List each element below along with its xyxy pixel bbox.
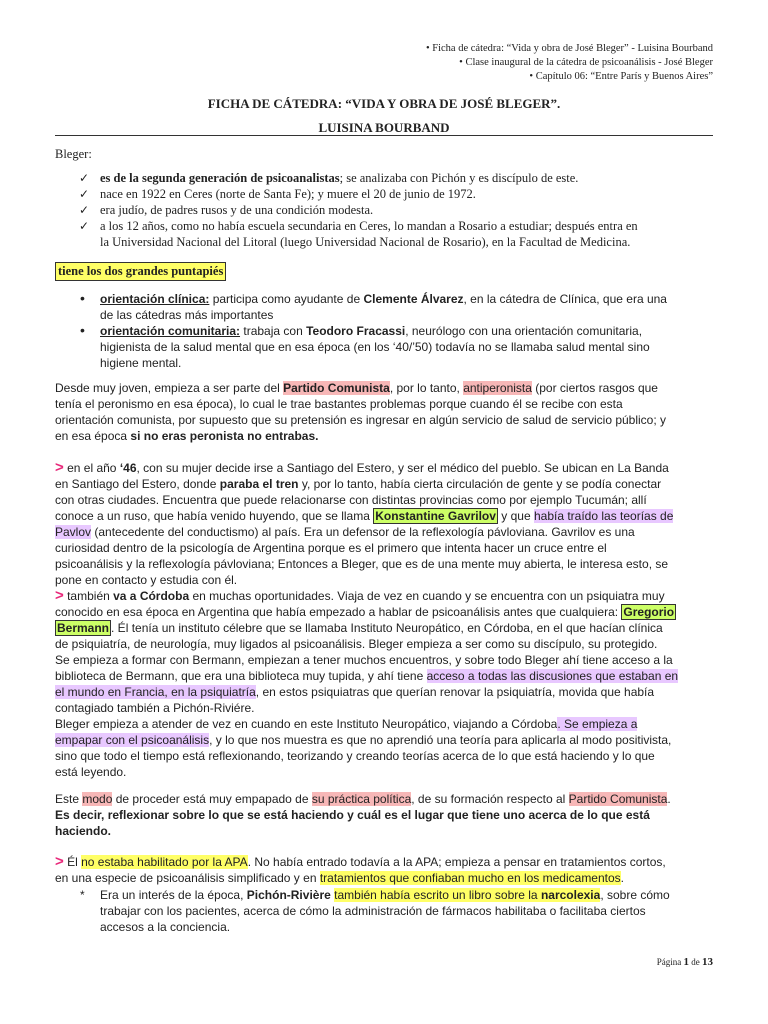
paragraph-praxis: Este modo de proceder está muy empapado de su práctica política, de su formación respecto al Partido Comunista. Es decir, reflexionar sobre lo que se está haciendo y cuál es el lugar que tiene uno acerca de lo que está haciendo. [55, 792, 671, 838]
highlighted-subheading: tiene los dos grandes puntapiés [55, 262, 226, 281]
paragraph-santiago: > en el año ‘46, con su mujer decide irse a Santiago del Estero, y ser el médico del pueblo. Se ubican en La Banda en Santiago del Estero, donde paraba el tren y, por lo tanto, había cierta circulación de gente y se podía conectar con otras ciudades. Encuentra que puede relacionarse con distintas provincias como por ejemplo Tucumán; allí conoce a un ruso, que había venido huyendo, que se llama Konstantine Gavrilov y que había traído las teorías de Pavlov (antecedente del conductismo) al país. Era un defensor de la reflexología pávloviana. Gavrilov es una curiosidad dentro de la psicología de Argentina porque es el primero que intenta hacer un cruce entre el psicoanálisis y la reflexología pávloviana; Entonces a Bleger, que es de una mente muy abierta, le interesa esto, se pone en contacto y estudia con él. [55, 459, 674, 587]
bullet-community: orientación comunitaria: trabaja con Teodoro Fracassi, neurólogo con una orientación comunitaria, higienista de la salud mental que en esa época (en los ‘40/’50) todavía no se llamaba salud mental sino higiene mental. [100, 324, 650, 370]
paragraph-cordoba: > también va a Córdoba en muchas oportunidades. Viaja de vez en cuando y se encuentra con un psiquiatra muy conocido en esa época en Argentina que había empezado a hablar de psicoanálisis antes que cualquiera: Gregorio Bermann . Él tenía un instituto célebre que se llamaba Instituto Neuropático, en Córdoba, en el que hacían clínica de psiquiatría, de neurología, muy ligados al psicoanálisis. Bleger empieza a ser como su discípulo, su protegido. Se empieza a formar con Bermann, empiezan a tener muchos encuentros, y sobre todo Bleger ahí tiene acceso a la biblioteca de Bermann, que era una biblioteca muy tupida, y ahí tiene acceso a todas las discusiones que estaban en el mundo en Francia, en la psiquiatría, en estos psiquiatras que querían renovar la psiquiatría, movida que había contagiado también a Pichón-Riviére. Bleger empieza a atender de vez en cuando en este Instituto Neuropático, viajando a Córdoba. Se empieza a empapar con el psicoanálisis, y lo que nos muestra es que no aprendió una teoría para aplicarla al modo positivista, sino que todo el tiempo está reflexionando, teorizando y creando teorías acerca de lo que está haciendo y lo que está leyendo. [55, 587, 679, 779]
header-line-1: • Ficha de cátedra: “Vida y obra de José Bleger” - Luisina Bourband [425, 43, 713, 54]
bullet-clinical: orientación clínica: participa como ayudante de Clemente Álvarez, en la cátedra de Clínica, que era una de las cátedras más importantes [100, 292, 667, 322]
check-icon: ✓ [79, 203, 90, 217]
header-line-2: • Clase inaugural de la cátedra de psicoanálisis - José Bleger [459, 57, 713, 68]
check-item-2: nace en 1922 en Ceres (norte de Santa Fe); y muere el 20 de junio de 1972. [100, 187, 476, 201]
paragraph-apa: > Él no estaba habilitado por la APA. No había entrado todavía a la APA; empieza a pensar en tratamientos cortos, en una especie de psicoanálisis simplificado y en tratamientos que confiaban mucho en los medicamentos. [55, 853, 666, 885]
paragraph-communist: Desde muy joven, empieza a ser parte del Partido Comunista, por lo tanto, antiperonista (por ciertos rasgos que tenía el peronismo en esa época), lo cual le trae bastantes problemas porque cuando él se recibe con esta orientación comunista, por supuesto que su pretensión es ingresar en algún servicio de salud de servicio público; y en esa época si no eras peronista no entrabas. [55, 381, 667, 443]
intro-label: Bleger: [55, 147, 92, 161]
document-title: FICHA DE CÁTEDRA: “VIDA Y OBRA DE JOSÉ BLEGER”. [207, 96, 561, 111]
check-item-3: era judío, de padres rusos y de una condición modesta. [100, 203, 374, 217]
bullet-icon: • [80, 290, 85, 306]
check-item-1: es de la segunda generación de psicoanalistas; se analizaba con Pichón y es discípulo de este. [100, 171, 579, 185]
arrow-icon: > [55, 853, 64, 870]
asterisk-icon: * [80, 888, 85, 902]
arrow-icon: > [55, 587, 64, 604]
header-line-3: • Capítulo 06: “Entre París y Buenos Aires” [529, 71, 713, 82]
check-icon: ✓ [79, 171, 90, 185]
bullet-icon: • [80, 322, 85, 338]
title-divider [55, 135, 713, 136]
check-icon: ✓ [79, 219, 90, 233]
check-item-4: a los 12 años, como no había escuela secundaria en Ceres, lo mandan a Rosario a estudiar; después entra en la Universidad Nacional del Litoral (luego Universidad Nacional de Rosario), en la Facultad de Medicina. [100, 219, 638, 249]
page-number: Página 1 de 13 [656, 956, 713, 968]
check-icon: ✓ [79, 187, 90, 201]
arrow-icon: > [55, 459, 64, 476]
document-author: LUISINA BOURBAND [318, 120, 450, 135]
star-item: Era un interés de la época, Pichón-Rivière también había escrito un libro sobre la narcolexia, sobre cómo trabajar con los pacientes, acerca de cómo la administración de fármacos habilitaba o facilitaba ciertos accesos a la conciencia. [100, 888, 670, 934]
